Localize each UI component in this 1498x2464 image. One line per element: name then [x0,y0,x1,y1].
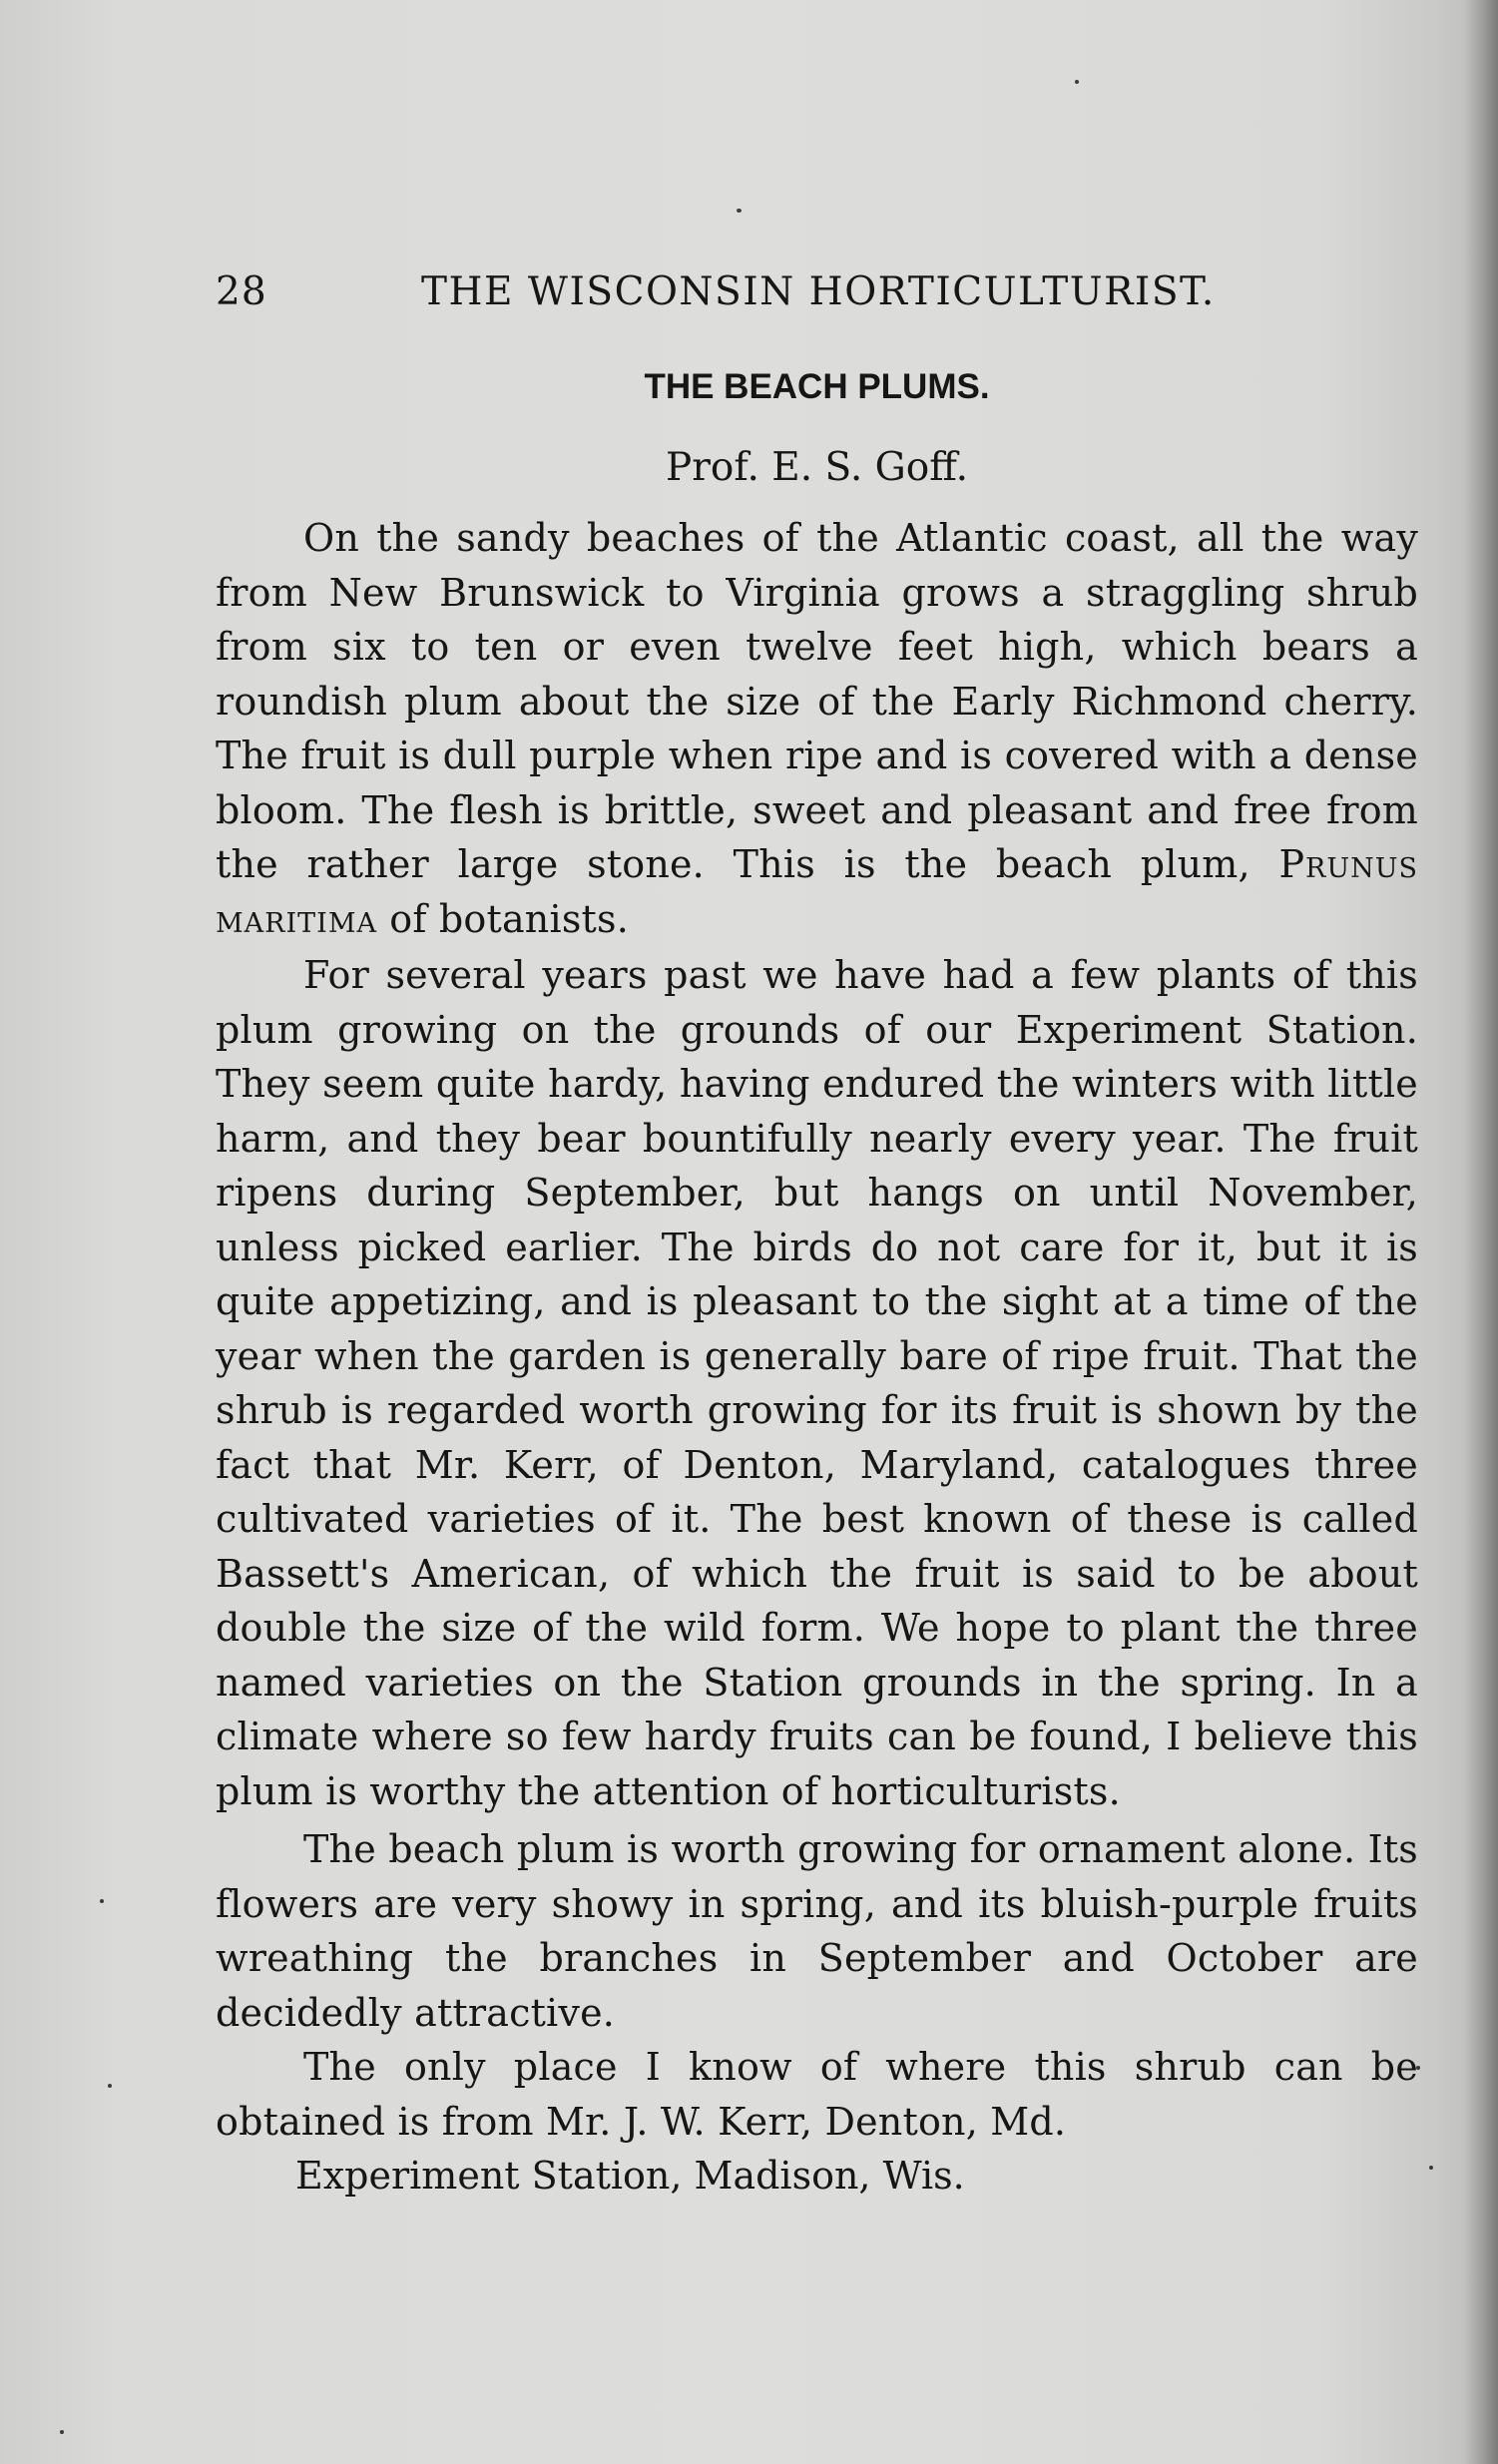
page-number: 28 [216,269,267,314]
paragraph-4: The only place I know of where this shrub can be obtained is from Mr. J. W. Kerr, Denton, Md. [216,2045,1418,2144]
signoff: Experiment Station, Madison, Wis. [295,2154,965,2198]
paragraph-1 [216,511,1418,946]
article-body [216,511,1418,2149]
paper-speck [737,209,742,213]
journal-title: THE WISCONSIN HORTICULTURIST. [421,269,1216,314]
paragraph-1-tail: of botanists. [376,896,629,941]
paragraph-3: The beach plum is worth growing for ornament alone. Its flowers are very showy in spring, and its bluish-purple fruits wreathing the branches in September and October are decidedly attractive. [216,1827,1418,2035]
species-name: Prunus maritima [216,842,1418,941]
page-content [216,269,1418,2203]
article-author: Prof. E. S. Goff. [666,445,968,490]
paragraph-1-text: On the sandy beaches of the Atlantic coast, all the way from New Brunswick to Virginia grows a straggling shrub from six to ten or even twelve feet high, which bears a roundish plum about the size of the Early Richmond cherry. The fruit is dull purple when ripe and is covered with a dense bloom. The flesh is brittle, sweet and pleasant and free from the rather large stone. This is the beach plum, [216,516,1418,886]
paper-speck [1429,2166,1433,2170]
paper-speck [100,1899,104,1903]
paper-speck [1075,80,1079,84]
paper-speck [60,2430,64,2434]
page-edge-shadow [1464,0,1498,2464]
paper-speck [108,2084,112,2088]
paragraph-2: For several years past we have had a few plants of this plum growing on the grounds of our Experiment Station. They seem quite hardy, having endured the winters with little harm, and they bear bountifully nearly every year. The fruit ripens during September, but hangs on until November, unless picked earlier. The birds do not care for it, but it is quite appetizing, and is pleasant to the sight at a time of the year when the garden is generally bare of ripe fruit. That the shrub is regarded worth growing for its fruit is shown by the fact that Mr. Kerr, of Denton, Maryland, catalogues three cultivated varieties of it. The best known of these is called Bassett's American, of which the fruit is said to be about double the size of the wild form. We hope to plant the three named varieties on the Station grounds in the spring. In a climate where so few hardy fruits can be found, I believe this plum is worthy the attention of horticulturists. [216,953,1418,1813]
article-title: THE BEACH PLUMS. [644,367,990,406]
running-head [216,269,1418,329]
